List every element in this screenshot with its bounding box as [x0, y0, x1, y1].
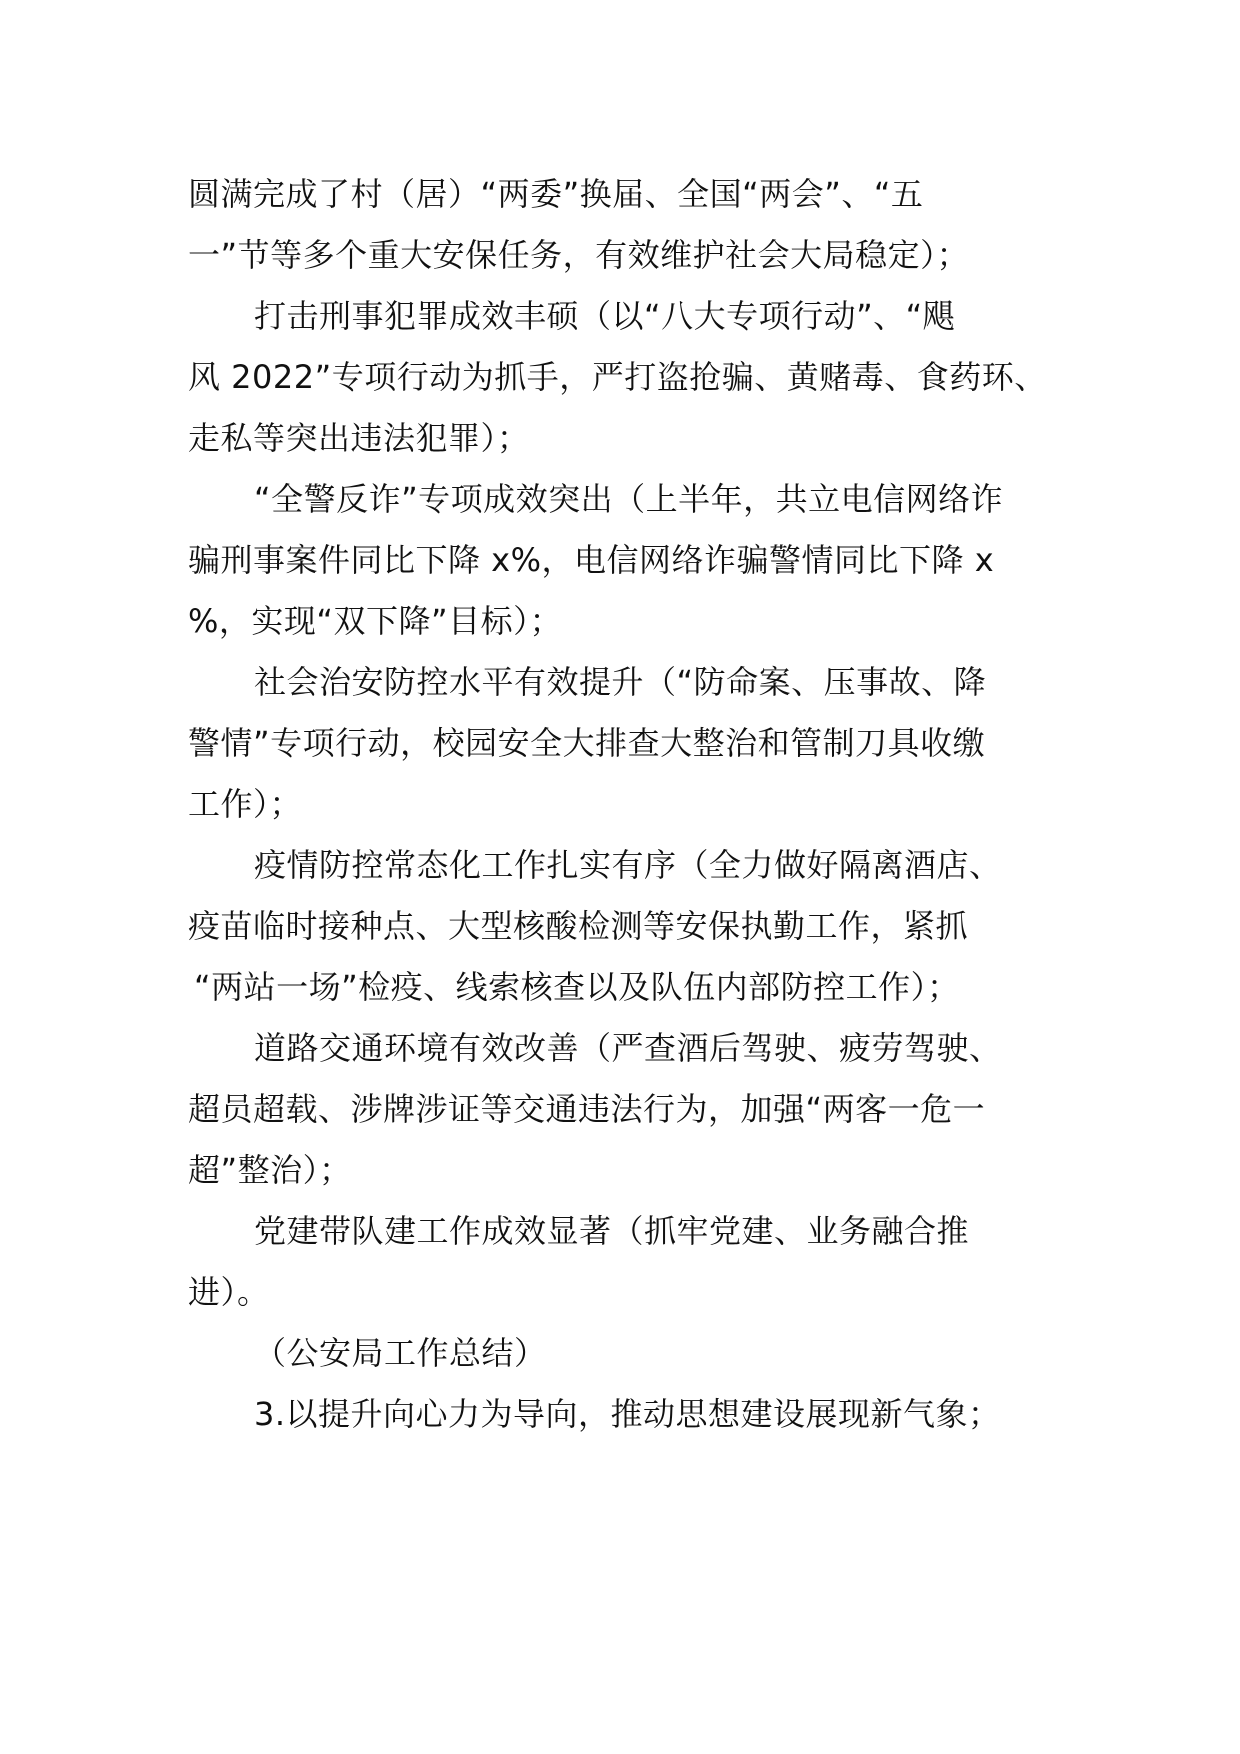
section-heading: 3.以提升向心力为导向，推动思想建设展现新气象；	[254, 1395, 1001, 1433]
text-line: 疫情防控常态化工作扎实有序（全力做好隔离酒店、	[254, 846, 1002, 884]
text-line: 社会治安防控水平有效提升（“防命案、压事故、降	[254, 663, 987, 701]
text-line: “两站一场”检疫、线索核查以及队伍内部防控工作）；	[194, 968, 960, 1006]
text-line: 超员超载、涉牌涉证等交通违法行为，加强“两客一危一	[188, 1090, 986, 1128]
text-line: 疫苗临时接种点、大型核酸检测等安保执勤工作，紧抓	[188, 907, 969, 945]
text-line: 超”整治）；	[188, 1151, 352, 1189]
text-line: 进）。	[188, 1273, 270, 1311]
text-line: 打击刑事犯罪成效丰硕（以“八大专项行动”、“飓	[254, 297, 956, 335]
text-line: 圆满完成了村（居）“两委”换届、全国“两会”、“五	[188, 175, 924, 213]
text-line: 风 2022”专项行动为抓手，严打盗抢骗、黄赌毒、食药环、	[188, 358, 1047, 396]
text-line: 党建带队建工作成效显著（抓牢党建、业务融合推	[254, 1212, 970, 1250]
text-line: “全警反诈”专项成效突出（上半年，共立电信网络诈	[254, 480, 1004, 518]
text-line: 警情”专项行动，校园安全大排查大整治和管制刀具收缴	[188, 724, 986, 762]
text-line: （公安局工作总结）	[254, 1334, 547, 1372]
text-line: %，实现“双下降”目标）；	[188, 602, 563, 640]
text-line: 骗刑事案件同比下降 x%，电信网络诈骗警情同比下降 x	[188, 541, 995, 579]
text-line: 工作）；	[188, 785, 303, 823]
text-line: 一”节等多个重大安保任务，有效维护社会大局稳定）；	[188, 236, 970, 274]
text-line: 道路交通环境有效改善（严查酒后驾驶、疲劳驾驶、	[254, 1029, 1002, 1067]
text-line: 走私等突出违法犯罪）；	[188, 419, 530, 457]
